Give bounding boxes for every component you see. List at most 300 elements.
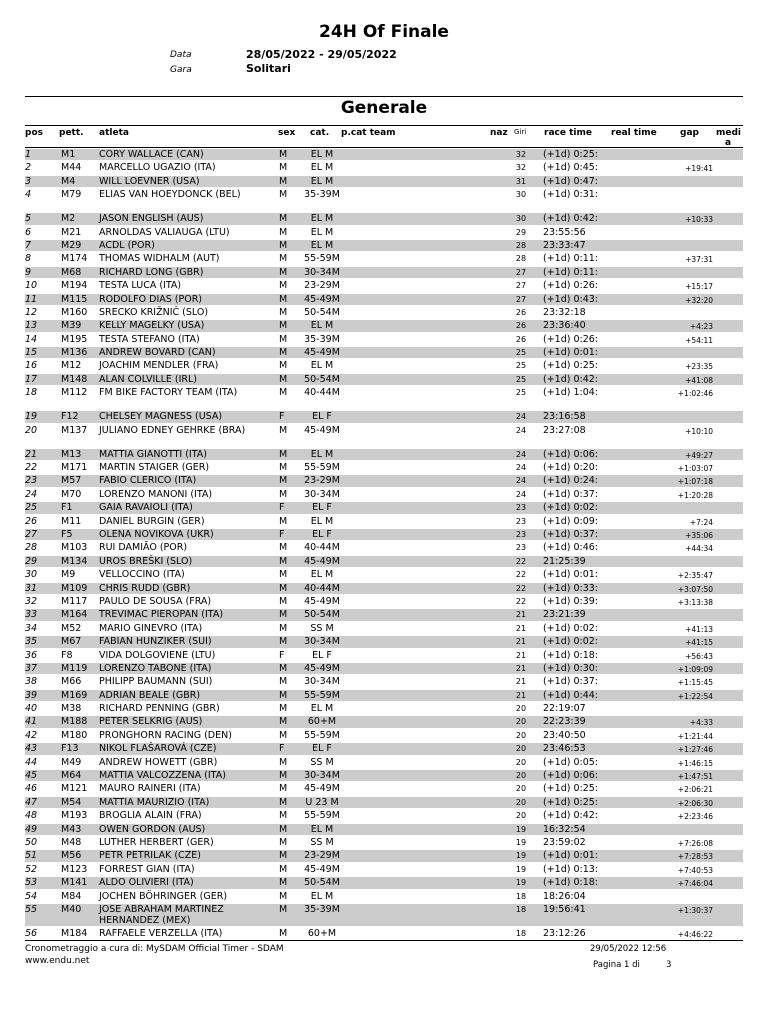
cell-giri: 22 (515, 570, 527, 580)
cell-pett: M68 (61, 266, 82, 278)
cell-atleta: THOMAS WIDHALM (AUT) (99, 253, 220, 265)
cell-atleta: ADRIAN BEALE (GBR) (99, 689, 201, 701)
table-row (0, 595, 768, 608)
table-row (0, 239, 768, 252)
cell-race-time: 23:59:02 (543, 836, 586, 848)
cell-pett: M184 (61, 927, 88, 939)
cell-atleta: LUTHER HERBERT (GER) (99, 836, 214, 848)
cell-pett: M70 (61, 488, 82, 500)
cell-race-time: (+1d) 0:13: (543, 863, 599, 875)
cell-gap: +1:03:07 (677, 464, 713, 474)
table-row (0, 333, 768, 346)
table-row (0, 836, 768, 849)
cell-race-time: 23:33:47 (543, 239, 586, 251)
cell-sex: M (279, 890, 288, 902)
cell-race-time: (+1d) 0:44: (543, 689, 599, 701)
cell-cat: EL M (310, 226, 334, 238)
cell-giri: 19 (515, 824, 527, 834)
cell-atleta: OLENA NOVIKOVA (UKR) (99, 528, 214, 540)
cell-gap: +35:06 (685, 530, 713, 540)
cell-atleta: MATTIA MAURIZIO (ITA) (99, 796, 210, 808)
cell-race-time: (+1d) 0:25: (543, 149, 599, 160)
cell-giri: 24 (515, 425, 527, 435)
cell-giri: 19 (515, 851, 527, 861)
table-row (0, 293, 768, 306)
cell-race-time: (+1d) 0:31: (543, 189, 599, 201)
footer-printed: 29/05/2022 12:56 (590, 944, 667, 954)
cell-giri: 22 (515, 556, 527, 566)
cell-atleta: PETR PETRILAK (CZE) (99, 850, 201, 862)
cell-giri: 18 (515, 904, 527, 914)
cell-sex: M (279, 333, 288, 345)
cell-sex: M (279, 253, 288, 265)
cell-pos: 43 (25, 743, 38, 755)
cell-atleta: MAURO RAINERI (ITA) (99, 783, 201, 795)
cell-race-time: 18:26:04 (543, 890, 586, 902)
cell-atleta: DANIEL BURGIN (GER) (99, 515, 205, 527)
table-row (0, 266, 768, 279)
table-row (0, 608, 768, 621)
cell-pett: M169 (61, 689, 88, 701)
cell-giri: 20 (515, 771, 527, 781)
cell-cat: 50-54M (304, 877, 340, 889)
cell-race-time: (+1d) 0:11: (543, 266, 599, 278)
cell-race-time: (+1d) 0:18: (543, 877, 599, 889)
cell-gap: +10:10 (685, 426, 713, 436)
table-row (0, 212, 768, 225)
cell-giri: 21 (515, 610, 527, 620)
cell-sex: M (279, 636, 288, 648)
cell-giri: 32 (515, 150, 527, 159)
cell-cat: 35-39M (304, 903, 340, 915)
col-pcat-team: p.cat team (341, 128, 396, 138)
cell-giri: 20 (515, 797, 527, 807)
data-label: Data (170, 50, 192, 60)
cell-atleta: ELIAS VAN HOEYDONCK (BEL) (99, 189, 241, 201)
cell-atleta: ANDREW HOWETT (GBR) (99, 756, 218, 768)
cell-sex: M (279, 609, 288, 621)
cell-pos: 9 (25, 266, 32, 278)
cell-sex: M (279, 770, 288, 782)
cell-pos: 15 (25, 347, 38, 359)
footer-page-total: 3 (666, 960, 672, 970)
cell-pett: M141 (61, 877, 88, 889)
table-row (0, 849, 768, 862)
table-row (0, 622, 768, 635)
cell-sex: F (279, 502, 285, 514)
cell-sex: M (279, 756, 288, 768)
cell-cat: 45-49M (304, 424, 340, 436)
cell-pett: M123 (61, 863, 88, 875)
cell-pos: 50 (25, 836, 38, 848)
cell-pett: M136 (61, 347, 88, 359)
cell-pos: 25 (25, 502, 38, 514)
cell-sex: M (279, 175, 288, 187)
cell-atleta: PHILIPP BAUMANN (SUI) (99, 676, 213, 688)
cell-giri: 30 (515, 190, 527, 200)
cell-giri: 25 (515, 348, 527, 358)
cell-giri: 25 (515, 374, 527, 384)
cell-giri: 20 (515, 744, 527, 754)
cell-giri: 21 (515, 690, 527, 700)
cell-atleta: RODOLFO DIAS (POR) (99, 293, 203, 305)
col-real-time: real time (611, 128, 657, 138)
cell-pett: M103 (61, 542, 88, 554)
cell-cat: EL M (310, 569, 334, 581)
cell-atleta: RAFFAELE VERZELLA (ITA) (99, 927, 223, 939)
cell-giri: 24 (515, 463, 527, 473)
cell-gap: +1:21:44 (677, 731, 713, 741)
cell-gap: +41:08 (685, 375, 713, 385)
cell-race-time: (+1d) 0:25: (543, 360, 599, 372)
col-media: medi (716, 128, 742, 138)
cell-cat: 45-49M (304, 863, 340, 875)
table-row (0, 346, 768, 359)
cell-atleta: LORENZO MANONI (ITA) (99, 488, 213, 500)
table-row (0, 796, 768, 809)
cell-gap: +41:15 (685, 638, 713, 648)
table-row (0, 488, 768, 501)
cell-pos: 21 (25, 448, 38, 460)
cell-race-time: (+1d) 0:25: (543, 783, 599, 795)
cell-pett: M188 (61, 716, 88, 728)
cell-race-time: 21:25:39 (543, 555, 586, 567)
cell-giri: 24 (515, 449, 527, 459)
cell-giri: 32 (515, 163, 527, 173)
cell-giri: 23 (515, 516, 527, 526)
cell-pett: M84 (61, 890, 82, 902)
cell-giri: 20 (515, 730, 527, 740)
cell-pos: 54 (25, 890, 38, 902)
cell-sex: M (279, 515, 288, 527)
cell-race-time: (+1d) 0:11: (543, 253, 599, 265)
cell-giri: 25 (515, 361, 527, 371)
cell-cat: EL F (312, 528, 332, 540)
col-naz: naz (490, 128, 508, 138)
cell-cat: 50-54M (304, 373, 340, 385)
cell-race-time: (+1d) 0:37: (543, 488, 599, 500)
cell-giri: 20 (515, 784, 527, 794)
table-row (0, 148, 768, 161)
cell-giri: 18 (515, 928, 527, 938)
cell-gap: +10:33 (685, 215, 713, 225)
cell-atleta: BROGLIA ALAIN (FRA) (99, 810, 202, 822)
cell-sex: M (279, 783, 288, 795)
cell-sex: M (279, 280, 288, 292)
cell-pett: M21 (61, 226, 82, 238)
cell-race-time: (+1d) 0:42: (543, 373, 599, 385)
cell-sex: M (279, 542, 288, 554)
table-row (0, 226, 768, 239)
cell-race-time: 23:55:56 (543, 226, 586, 238)
cell-pos: 30 (25, 569, 38, 581)
cell-race-time: (+1d) 0:43: (543, 293, 599, 305)
cell-giri: 23 (515, 503, 527, 513)
cell-sex: M (279, 927, 288, 939)
cell-race-time: (+1d) 0:30: (543, 662, 599, 674)
cell-atleta: FM BIKE FACTORY TEAM (ITA) (99, 387, 238, 399)
cell-cat: 55-59M (304, 689, 340, 701)
cell-atleta: JOCHEN BÖHRINGER (GER) (99, 890, 228, 902)
cell-cat: 55-59M (304, 810, 340, 822)
cell-pett: M67 (61, 636, 82, 648)
cell-pett: F13 (61, 743, 79, 755)
cell-pos: 34 (25, 622, 38, 634)
cell-cat: EL M (310, 515, 334, 527)
table-row (0, 175, 768, 188)
cell-sex: M (279, 320, 288, 332)
cell-cat: EL M (310, 890, 334, 902)
cell-race-time: (+1d) 0:33: (543, 582, 599, 594)
cell-gap: +1:20:28 (677, 490, 713, 500)
cell-pett: M40 (61, 903, 82, 915)
cell-race-time: (+1d) 0:26: (543, 280, 599, 292)
cell-cat: EL M (310, 320, 334, 332)
cell-race-time: (+1d) 0:39: (543, 595, 599, 607)
cell-pos: 18 (25, 387, 38, 399)
cell-cat: 30-34M (304, 266, 340, 278)
cell-pett: M4 (61, 175, 76, 187)
table-row (0, 279, 768, 292)
cell-gap: +3:07:50 (677, 584, 713, 594)
cell-pett: M109 (61, 582, 88, 594)
cell-pos: 1 (25, 149, 32, 160)
cell-gap: +1:47:51 (677, 772, 713, 782)
table-row (0, 319, 768, 332)
cell-giri: 28 (515, 254, 527, 264)
cell-race-time: (+1d) 0:47: (543, 175, 599, 187)
cell-gap: +7:24 (689, 517, 713, 527)
cell-cat: EL M (310, 823, 334, 835)
cell-atleta: MATTIA VALCOZZENA (ITA) (99, 770, 226, 782)
cell-pos: 46 (25, 783, 38, 795)
cell-giri: 24 (515, 489, 527, 499)
cell-pett: M195 (61, 333, 88, 345)
cell-sex: M (279, 293, 288, 305)
cell-giri: 26 (515, 321, 527, 331)
cell-race-time: (+1d) 0:06: (543, 770, 599, 782)
cell-sex: M (279, 448, 288, 460)
cell-pos: 8 (25, 253, 32, 265)
cell-sex: M (279, 239, 288, 251)
cell-giri: 24 (515, 476, 527, 486)
cell-pett: M9 (61, 569, 76, 581)
cell-sex: M (279, 266, 288, 278)
cell-pett: M171 (61, 462, 88, 474)
cell-gap: +2:06:21 (677, 785, 713, 795)
cell-cat: U 23 M (305, 796, 339, 808)
cell-sex: M (279, 373, 288, 385)
cell-pos: 35 (25, 636, 38, 648)
cell-pett: M57 (61, 475, 82, 487)
cell-cat: 45-49M (304, 555, 340, 567)
cell-sex: M (279, 676, 288, 688)
cell-cat: 30-34M (304, 676, 340, 688)
cell-sex: M (279, 569, 288, 581)
table-row (0, 742, 768, 755)
cell-pos: 16 (25, 360, 38, 372)
cell-pos: 56 (25, 927, 38, 939)
table-row (0, 782, 768, 795)
cell-giri: 21 (515, 637, 527, 647)
cell-sex: M (279, 863, 288, 875)
cell-pett: M52 (61, 622, 82, 634)
cell-atleta: PETER SELKRIG (AUS) (99, 716, 203, 728)
table-row (0, 903, 768, 927)
cell-pett: M44 (61, 162, 82, 174)
cell-cat: 45-49M (304, 347, 340, 359)
cell-race-time: (+1d) 0:01: (543, 850, 599, 862)
cell-cat: EL F (312, 502, 332, 514)
cell-atleta: MATTIA GIANOTTI (ITA) (99, 448, 208, 460)
cell-pett: M160 (61, 306, 88, 318)
cell-cat: 23-29M (304, 475, 340, 487)
cell-sex: M (279, 595, 288, 607)
table-row (0, 528, 768, 541)
cell-sex: M (279, 662, 288, 674)
table-row (0, 890, 768, 903)
cell-giri: 27 (515, 294, 527, 304)
cell-pett: M194 (61, 280, 88, 292)
cell-cat: 45-49M (304, 783, 340, 795)
cell-race-time: 23:46:53 (543, 743, 586, 755)
cell-pett: M115 (61, 293, 88, 305)
col-pett: pett. (59, 128, 84, 138)
cell-sex: F (279, 528, 285, 540)
cell-gap: +7:40:53 (677, 865, 713, 875)
cell-pett: M29 (61, 239, 82, 251)
cell-atleta: WILL LOEVNER (USA) (99, 175, 200, 187)
table-row (0, 515, 768, 528)
cell-race-time: (+1d) 0:37: (543, 528, 599, 540)
cell-sex: M (279, 555, 288, 567)
cell-atleta: VIDA DOLGOVIENE (LTU) (99, 649, 216, 661)
cell-gap: +1:27:46 (677, 745, 713, 755)
cell-cat: 60+M (307, 927, 337, 939)
cell-cat: EL M (310, 448, 334, 460)
table-header (0, 128, 768, 148)
table-row (0, 461, 768, 474)
table-row (0, 689, 768, 702)
cell-gap: +1:22:54 (677, 691, 713, 701)
cell-race-time: 16:32:54 (543, 823, 586, 835)
cell-race-time: (+1d) 0:42: (543, 213, 599, 225)
cell-atleta: NIKOL FLAŠAROVÁ (CZE) (99, 743, 217, 755)
cell-sex: M (279, 903, 288, 915)
cell-pett: M117 (61, 595, 88, 607)
table-row (0, 501, 768, 514)
cell-pos: 41 (25, 716, 38, 728)
cell-pos: 38 (25, 676, 38, 688)
cell-gap: +41:13 (685, 624, 713, 634)
cell-cat: 30-34M (304, 636, 340, 648)
cell-race-time: (+1d) 0:45: (543, 162, 599, 174)
data-value: 28/05/2022 - 29/05/2022 (246, 48, 397, 61)
table-row (0, 769, 768, 782)
cell-sex: M (279, 462, 288, 474)
cell-pos: 55 (25, 903, 38, 915)
col-media-wrap: a (725, 138, 732, 148)
cell-pett: M64 (61, 770, 82, 782)
table-row (0, 863, 768, 876)
cell-cat: EL M (310, 213, 334, 225)
cell-atleta: PRONGHORN RACING (DEN) (99, 729, 232, 741)
cell-sex: M (279, 475, 288, 487)
cell-sex: M (279, 810, 288, 822)
cell-cat: EL M (310, 703, 334, 715)
cell-race-time: 19:56:41 (543, 903, 586, 915)
cell-pos: 37 (25, 662, 38, 674)
cell-atleta: KELLY MAGELKY (USA) (99, 320, 205, 332)
cell-sex: M (279, 796, 288, 808)
cell-pos: 42 (25, 729, 38, 741)
cell-gap: +32:20 (685, 295, 713, 305)
cell-cat: EL M (310, 360, 334, 372)
cell-race-time: 22:19:07 (543, 703, 586, 715)
cell-gap: +2:35:47 (677, 571, 713, 581)
cell-cat: 45-49M (304, 293, 340, 305)
cell-giri: 21 (515, 650, 527, 660)
cell-race-time: 23:27:08 (543, 424, 586, 436)
cell-giri: 25 (515, 388, 527, 398)
cell-cat: 23-29M (304, 280, 340, 292)
table-row (0, 809, 768, 822)
cell-race-time: 23:40:50 (543, 729, 586, 741)
cell-pett: M193 (61, 810, 88, 822)
table-row (0, 555, 768, 568)
cell-pos: 51 (25, 850, 38, 862)
table-row (0, 635, 768, 648)
document-title: 24H Of Finale (319, 22, 449, 42)
cell-pett: M48 (61, 836, 82, 848)
cell-atleta: SRECKO KRIŽNIČ (SLO) (99, 306, 209, 318)
cell-sex: F (279, 411, 285, 423)
cell-sex: M (279, 213, 288, 225)
cell-pos: 45 (25, 770, 38, 782)
cell-pos: 36 (25, 649, 38, 661)
cell-race-time: (+1d) 0:20: (543, 462, 599, 474)
cell-gap: +7:26:08 (677, 838, 713, 848)
cell-pett: M164 (61, 609, 88, 621)
cell-cat: EL M (310, 162, 334, 174)
cell-pett: F5 (61, 528, 73, 540)
footer-website: www.endu.net (25, 956, 90, 966)
cell-cat: EL M (310, 175, 334, 187)
divider (25, 125, 743, 126)
cell-pett: M119 (61, 662, 88, 674)
cell-race-time: (+1d) 0:42: (543, 810, 599, 822)
cell-pos: 22 (25, 462, 38, 474)
gara-label: Gara (170, 65, 192, 75)
cell-pett: M39 (61, 320, 82, 332)
table-row (0, 252, 768, 265)
cell-cat: 30-34M (304, 770, 340, 782)
section-title: Generale (340, 98, 428, 118)
cell-pos: 48 (25, 810, 38, 822)
cell-atleta: ANDREW BOVARD (CAN) (99, 347, 216, 359)
cell-cat: 40-44M (304, 542, 340, 554)
cell-sex: M (279, 823, 288, 835)
table-row (0, 386, 768, 410)
col-gap: gap (680, 128, 699, 138)
cell-giri: 22 (515, 583, 527, 593)
cell-cat: EL F (312, 649, 332, 661)
cell-sex: M (279, 877, 288, 889)
footer-credits: Cronometraggio a cura di: MySDAM Official Timer - SDAM (25, 944, 284, 954)
table-row (0, 927, 768, 940)
cell-pos: 29 (25, 555, 38, 567)
cell-pos: 6 (25, 226, 32, 238)
